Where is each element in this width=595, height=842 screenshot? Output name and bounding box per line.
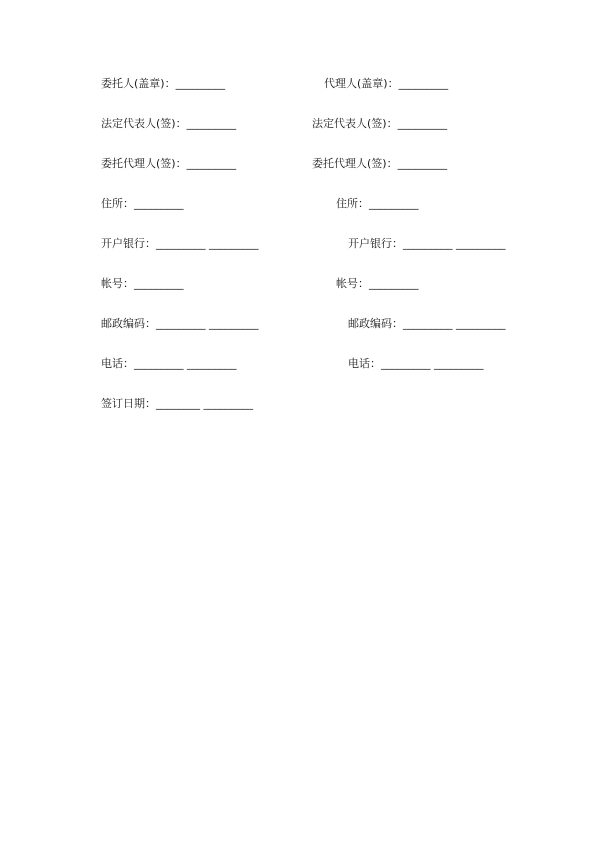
agent-bank-line: 开户银行：_________ _________ [348, 237, 506, 250]
principal-legal-rep-line: 法定代表人(签)：_________ [101, 117, 237, 130]
agent-address-line: 住所：_________ [336, 197, 419, 210]
principal-phone-line: 电话：_________ _________ [101, 357, 237, 370]
agent-phone-line: 电话：_________ _________ [348, 357, 484, 370]
agent-account-line: 帐号：_________ [336, 277, 419, 290]
agent-authorized-agent-line: 委托代理人(签)：_________ [312, 157, 448, 170]
principal-account-line: 帐号：_________ [101, 277, 184, 290]
principal-address-line: 住所：_________ [101, 197, 184, 210]
signing-date-line: 签订日期：________ _________ [101, 397, 253, 410]
agent-postcode-line: 邮政编码：_________ _________ [348, 317, 506, 330]
principal-seal-line: 委托人(盖章)：_________ [101, 77, 226, 90]
principal-postcode-line: 邮政编码：_________ _________ [101, 317, 259, 330]
agent-seal-line: 代理人(盖章)：_________ [324, 77, 449, 90]
principal-bank-line: 开户银行：_________ _________ [101, 237, 259, 250]
agent-legal-rep-line: 法定代表人(签)：_________ [312, 117, 448, 130]
principal-authorized-agent-line: 委托代理人(签)：_________ [101, 157, 237, 170]
